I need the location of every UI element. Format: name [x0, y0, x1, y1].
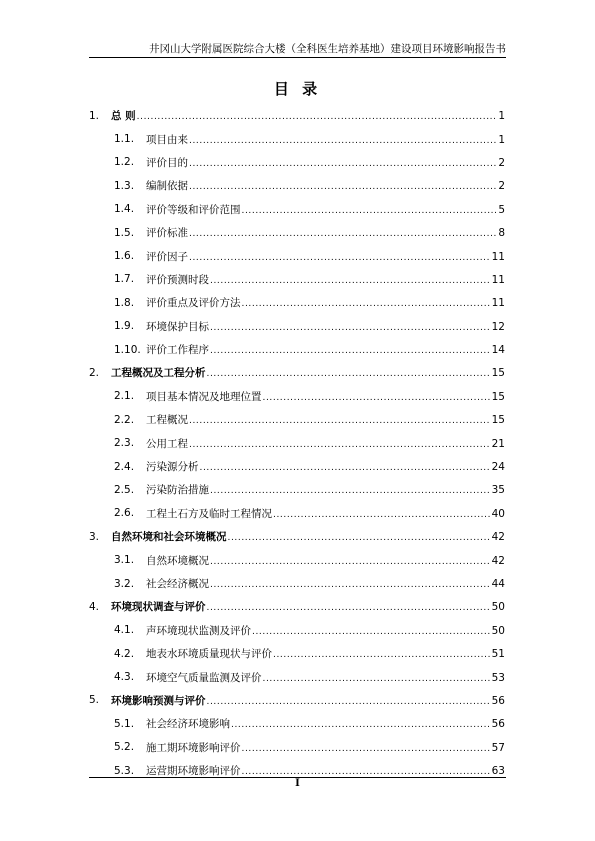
toc-entry-line	[146, 132, 505, 147]
toc-entry-label: 污染源分析	[146, 461, 199, 474]
toc-entry-page: 35	[491, 484, 505, 497]
toc-entry-line	[146, 342, 505, 357]
toc-entry-label: 项目基本情况及地理位置	[146, 390, 262, 403]
toc-dot-leader	[231, 720, 491, 730]
toc-entry-page: 40	[491, 507, 505, 520]
toc-entry-number: 4.2.	[114, 647, 135, 660]
toc-entry-page: 44	[491, 578, 505, 590]
toc-entry-number: 3.	[89, 530, 100, 543]
toc-entry-page: 51	[491, 648, 505, 661]
toc-dot-leader	[210, 557, 491, 567]
toc-section-entry[interactable]	[89, 665, 505, 688]
toc-entry-label: 工程土石方及临时工程情况	[146, 507, 272, 520]
toc-entry-label: 自然环境和社会环境概况	[111, 531, 227, 544]
toc-entry-number: 3.1.	[114, 554, 135, 567]
toc-section-entry[interactable]	[89, 315, 505, 338]
toc-dot-leader	[189, 159, 497, 169]
toc-entry-label: 运营期环境影响评价	[146, 765, 241, 778]
toc-section-entry[interactable]	[89, 712, 505, 735]
toc-entry-line	[146, 482, 505, 497]
toc-entry-page: 42	[491, 554, 505, 567]
toc-title: 目 录	[273, 80, 322, 98]
toc-entry-line	[111, 693, 505, 708]
toc-entry-page: 57	[491, 741, 505, 754]
toc-entry-label: 环境影响预测与评价	[111, 694, 206, 707]
toc-entry-number: 1.	[89, 109, 100, 122]
toc-dot-leader	[263, 393, 491, 403]
toc-entry-label: 污染防治措施	[146, 484, 209, 497]
toc-entry-number: 2.5.	[114, 483, 135, 496]
toc-dot-leader	[189, 416, 491, 426]
toc-entry-page: 2	[498, 180, 505, 193]
toc-entry-line	[146, 576, 505, 591]
toc-entry-page: 42	[491, 531, 505, 544]
toc-entry-label: 评价工作程序	[146, 344, 209, 357]
toc-entry-line	[146, 412, 505, 427]
header-divider	[89, 57, 506, 58]
toc-section-entry[interactable]	[89, 478, 505, 501]
toc-entry-label: 施工期环境影响评价	[146, 741, 241, 754]
toc-chapter-entry[interactable]	[89, 361, 505, 384]
toc-entry-page: 56	[491, 694, 505, 707]
toc-chapter-entry[interactable]	[89, 689, 505, 712]
toc-entry-label: 项目由来	[146, 133, 188, 146]
toc-entry-number: 1.6.	[114, 250, 135, 263]
toc-entry-page: 53	[491, 671, 505, 684]
toc-section-entry[interactable]	[89, 572, 505, 595]
toc-entry-label: 编制依据	[146, 180, 188, 193]
toc-entry-line	[146, 459, 505, 474]
toc-dot-leader	[210, 276, 491, 286]
toc-entry-label: 公用工程	[146, 437, 188, 450]
table-of-contents	[89, 104, 505, 782]
toc-dot-leader	[189, 136, 497, 146]
toc-entry-line	[111, 108, 505, 123]
toc-entry-page: 21	[491, 437, 505, 450]
toc-entry-label: 环境现状调查与评价	[111, 601, 206, 614]
toc-dot-leader	[252, 627, 491, 637]
toc-entry-page: 5	[498, 203, 505, 216]
toc-section-entry[interactable]	[89, 291, 505, 314]
toc-entry-line	[146, 506, 505, 521]
toc-dot-leader	[207, 603, 491, 613]
toc-entry-number: 1.4.	[114, 203, 135, 216]
toc-entry-number: 5.3.	[114, 764, 135, 777]
toc-dot-leader	[263, 674, 491, 684]
toc-section-entry[interactable]	[89, 127, 505, 150]
toc-entry-page: 12	[491, 320, 505, 333]
toc-entry-label: 工程概况及工程分析	[111, 367, 206, 380]
toc-entry-number: 3.2.	[114, 577, 135, 590]
toc-dot-leader	[242, 206, 498, 216]
toc-entry-line	[146, 716, 505, 731]
toc-entry-page: 11	[491, 273, 505, 286]
toc-entry-page: 14	[491, 344, 505, 357]
toc-entry-page: 1	[498, 110, 505, 123]
toc-entry-line	[146, 225, 505, 240]
toc-entry-line	[146, 740, 505, 755]
toc-entry-number: 5.	[89, 694, 100, 707]
toc-entry-label: 评价等级和评价范围	[146, 203, 241, 216]
toc-section-entry[interactable]	[89, 338, 505, 361]
toc-entry-label: 地表水环境质量现状与评价	[146, 648, 272, 661]
toc-entry-number: 1.7.	[114, 273, 135, 286]
toc-entry-line	[146, 295, 505, 310]
toc-entry-label: 评价标准	[146, 227, 188, 240]
toc-entry-page: 15	[491, 414, 505, 427]
toc-entry-number: 4.3.	[114, 671, 135, 684]
toc-dot-leader	[137, 112, 498, 122]
toc-dot-leader	[207, 369, 491, 379]
toc-entry-label: 评价目的	[146, 156, 188, 169]
toc-entry-line	[146, 319, 505, 334]
toc-dot-leader	[273, 510, 491, 520]
toc-entry-page: 11	[491, 250, 505, 263]
toc-entry-page: 8	[498, 227, 505, 240]
toc-entry-page: 63	[491, 765, 505, 778]
toc-entry-number: 1.8.	[114, 296, 135, 309]
toc-chapter-entry[interactable]	[89, 525, 505, 548]
toc-entry-label: 评价预测时段	[146, 273, 209, 286]
toc-entry-line	[146, 155, 505, 170]
toc-entry-number: 2.3.	[114, 437, 135, 450]
toc-entry-page: 24	[491, 461, 505, 474]
toc-entry-number: 2.6.	[114, 507, 135, 520]
toc-section-entry[interactable]	[89, 151, 505, 174]
toc-entry-page: 15	[491, 390, 505, 403]
toc-entry-number: 1.10.	[114, 343, 141, 356]
toc-entry-number: 4.1.	[114, 624, 135, 637]
toc-entry-number: 1.2.	[114, 156, 135, 169]
toc-section-entry[interactable]	[89, 502, 505, 525]
toc-section-entry[interactable]	[89, 385, 505, 408]
toc-dot-leader	[207, 697, 491, 707]
toc-entry-number: 4.	[89, 600, 100, 613]
toc-entry-label: 社会经济概况	[146, 578, 209, 590]
toc-entry-label: 环境空气质量监测及评价	[146, 671, 262, 684]
toc-section-entry[interactable]	[89, 268, 505, 291]
toc-entry-number: 2.	[89, 366, 100, 379]
toc-entry-page: 56	[491, 718, 505, 731]
page-number: I	[295, 778, 300, 789]
toc-dot-leader	[228, 533, 491, 543]
toc-entry-line	[146, 553, 505, 568]
toc-dot-leader	[242, 767, 491, 777]
toc-entry-page: 15	[491, 367, 505, 380]
toc-entry-label: 社会经济环境影响	[146, 718, 230, 731]
toc-entry-line	[146, 389, 505, 404]
toc-section-entry[interactable]	[89, 431, 505, 454]
toc-chapter-entry[interactable]	[89, 595, 505, 618]
toc-entry-number: 1.1.	[114, 133, 135, 146]
toc-entry-page: 2	[498, 156, 505, 169]
toc-entry-number: 2.1.	[114, 390, 135, 403]
running-header: 井冈山大学附属医院综合大楼（全科医生培养基地）建设项目环境影响报告书	[149, 43, 506, 55]
toc-dot-leader	[242, 744, 491, 754]
toc-entry-label: 自然环境概况	[146, 554, 209, 567]
toc-dot-leader	[210, 486, 491, 496]
toc-entry-line	[146, 178, 505, 193]
toc-section-entry[interactable]	[89, 455, 505, 478]
toc-dot-leader	[189, 182, 497, 192]
toc-entry-line	[146, 670, 505, 685]
toc-dot-leader	[242, 299, 491, 309]
toc-entry-line	[146, 272, 505, 287]
toc-entry-line	[146, 249, 505, 264]
toc-entry-label: 工程概况	[146, 414, 188, 427]
toc-entry-number: 5.1.	[114, 717, 135, 730]
toc-section-entry[interactable]	[89, 174, 505, 197]
toc-section-entry[interactable]	[89, 198, 505, 221]
toc-dot-leader	[189, 440, 491, 450]
toc-entry-line	[111, 365, 505, 380]
toc-entry-line	[146, 763, 505, 778]
toc-dot-leader	[210, 323, 491, 333]
toc-entry-label: 环境保护目标	[146, 320, 209, 333]
toc-dot-leader	[189, 253, 491, 263]
toc-dot-leader	[210, 580, 491, 590]
toc-section-entry[interactable]	[89, 221, 505, 244]
toc-entry-line	[111, 599, 505, 614]
toc-entry-label: 评价重点及评价方法	[146, 297, 241, 310]
toc-dot-leader	[210, 346, 491, 356]
toc-section-entry[interactable]	[89, 244, 505, 267]
toc-entry-page: 11	[491, 297, 505, 310]
toc-section-entry[interactable]	[89, 548, 505, 571]
toc-entry-line	[146, 202, 505, 217]
toc-dot-leader	[189, 229, 497, 239]
toc-entry-line	[146, 623, 505, 638]
toc-chapter-entry[interactable]	[89, 104, 505, 127]
toc-section-entry[interactable]	[89, 736, 505, 759]
toc-entry-page: 1	[498, 133, 505, 146]
toc-entry-line	[146, 436, 505, 451]
toc-entry-number: 1.3.	[114, 179, 135, 192]
toc-section-entry[interactable]	[89, 619, 505, 642]
toc-entry-number: 1.9.	[114, 320, 135, 333]
toc-entry-number: 1.5.	[114, 226, 135, 239]
toc-entry-number: 2.4.	[114, 460, 135, 473]
toc-dot-leader	[273, 650, 491, 660]
toc-entry-number: 2.2.	[114, 413, 135, 426]
toc-entry-page: 50	[491, 601, 505, 614]
toc-entry-label: 声环境现状监测及评价	[146, 624, 251, 637]
toc-entry-label: 总 则	[111, 110, 136, 123]
toc-dot-leader	[200, 463, 491, 473]
toc-entry-line	[146, 646, 505, 661]
toc-section-entry[interactable]	[89, 642, 505, 665]
toc-section-entry[interactable]	[89, 408, 505, 431]
toc-entry-line	[111, 529, 505, 544]
toc-entry-number: 5.2.	[114, 741, 135, 754]
toc-entry-page: 50	[491, 624, 505, 637]
toc-entry-label: 评价因子	[146, 250, 188, 263]
